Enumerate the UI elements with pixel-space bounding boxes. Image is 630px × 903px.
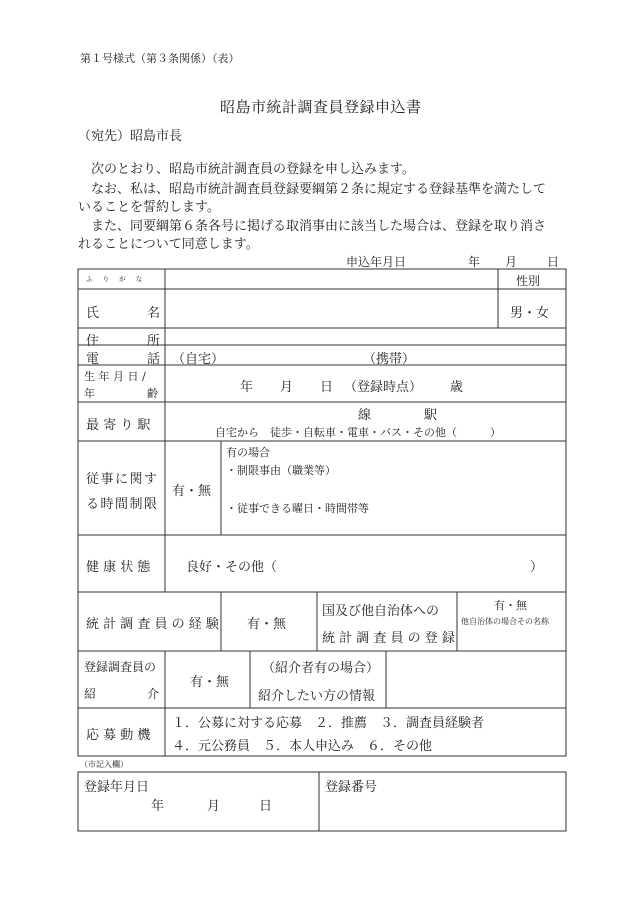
birth-note: （登録時点） — [344, 380, 423, 395]
application-date-year: 年 — [468, 255, 481, 269]
name-field[interactable] — [168, 292, 494, 325]
phone-mobile-label: （携帯） — [363, 352, 416, 367]
birth-month: 月 — [280, 380, 294, 395]
registration-date-label: 登録年月日 — [84, 780, 150, 795]
application-date-label: 申込年月日 — [346, 255, 407, 269]
phone-label-1: 電 — [86, 352, 100, 367]
birth-label-1: 生 年 月 日 / — [84, 370, 146, 383]
station-station: 駅 — [424, 408, 438, 423]
intro-line-3a: また、同要綱第６条各号に掲げる取消事由に該当した場合は、登録を取り消さ — [91, 219, 547, 234]
name-label-2: 名 — [147, 306, 161, 321]
exp-other-note: 他自治体の場合その名称 — [461, 617, 549, 626]
application-date-month: 月 — [505, 255, 518, 269]
name-label-1: 氏 — [86, 306, 100, 321]
birth-age: 歳 — [450, 380, 464, 395]
exp-yesno[interactable]: 有・無 — [247, 617, 287, 632]
motive-options-2[interactable]: ４．元公務員 ５．本人申込み ６．その他 — [172, 739, 433, 754]
registration-day: 日 — [259, 799, 273, 814]
health-label: 健 康 状 態 — [86, 560, 151, 575]
time-yesno[interactable]: 有・無 — [172, 484, 212, 499]
furigana-field[interactable] — [172, 272, 494, 286]
intro-yesno[interactable]: 有・無 — [190, 675, 230, 690]
intro-label-2b: 介 — [147, 687, 160, 701]
exp-other-1: 国及び他自治体への — [322, 604, 440, 619]
station-from: 自宅から 徒歩・自転車・電車・バス・その他（ ） — [215, 426, 501, 439]
intro-line-2a: なお、私は、昭島市統計調査員登録要綱第２条に規定する登録基準を満たして — [91, 182, 547, 197]
time-label-1: 従事に関す — [86, 472, 159, 487]
birth-year: 年 — [240, 380, 254, 395]
intro-line-1: 次のとおり、昭島市統計調査員の登録を申し込みます。 — [91, 162, 415, 177]
time-reason: ・制限事由（職業等） — [226, 464, 336, 477]
exp-other-yesno[interactable]: 有・無 — [494, 599, 527, 612]
gender-value[interactable]: 男・女 — [510, 306, 550, 321]
birth-label-2a: 年 — [84, 387, 95, 400]
furigana-label: ふ り が な — [86, 275, 143, 283]
form-label: 第１号様式（第３条関係）（表） — [80, 52, 240, 65]
addressee: （宛先）昭島市長 — [78, 129, 183, 144]
exp-other-2: 統 計 調 査 員 の 登 録 — [322, 631, 455, 646]
health-value[interactable]: 良好・その他（ — [186, 560, 278, 575]
time-if: 有の場合 — [226, 446, 270, 459]
intro-line-2b: いることを誓約します。 — [78, 200, 220, 215]
registration-month: 月 — [207, 799, 221, 814]
city-use-label: （市記入欄） — [80, 760, 128, 769]
intro-info: 紹介したい方の情報 — [258, 689, 376, 704]
motive-options-1[interactable]: １．公募に対する応募 ２．推薦 ３．調査員経験者 — [172, 716, 485, 731]
intro-line-3b: れることについて同意します。 — [78, 237, 259, 252]
address-label-2: 所 — [147, 334, 161, 349]
intro-if: （紹介者有の場合） — [262, 661, 380, 676]
exp-label: 統 計 調 査 員 の 経 験 — [86, 617, 219, 632]
address-label-1: 住 — [86, 334, 100, 349]
phone-home-label: （自宅） — [172, 352, 225, 367]
time-days: ・従事できる曜日・時間帯等 — [226, 502, 369, 515]
time-label-2: る時間制限 — [86, 497, 159, 512]
page-title: 昭島市統計調査員登録申込書 — [220, 98, 422, 116]
application-date-day: 日 — [547, 255, 560, 269]
phone-label-2: 話 — [147, 352, 161, 367]
health-close: ） — [530, 560, 544, 575]
intro-label-2a: 紹 — [84, 687, 97, 701]
address-field[interactable] — [168, 330, 562, 343]
station-label: 最 寄 り 駅 — [86, 418, 151, 433]
station-line: 線 — [358, 408, 372, 423]
birth-label-2b: 齢 — [147, 387, 158, 400]
birth-day: 日 — [320, 380, 334, 395]
registration-number-label: 登録番号 — [325, 780, 378, 795]
registration-year: 年 — [151, 799, 165, 814]
intro-label-1: 登録調査員の — [84, 660, 157, 674]
gender-header: 性別 — [516, 274, 541, 288]
motive-label: 応 募 動 機 — [86, 728, 151, 743]
